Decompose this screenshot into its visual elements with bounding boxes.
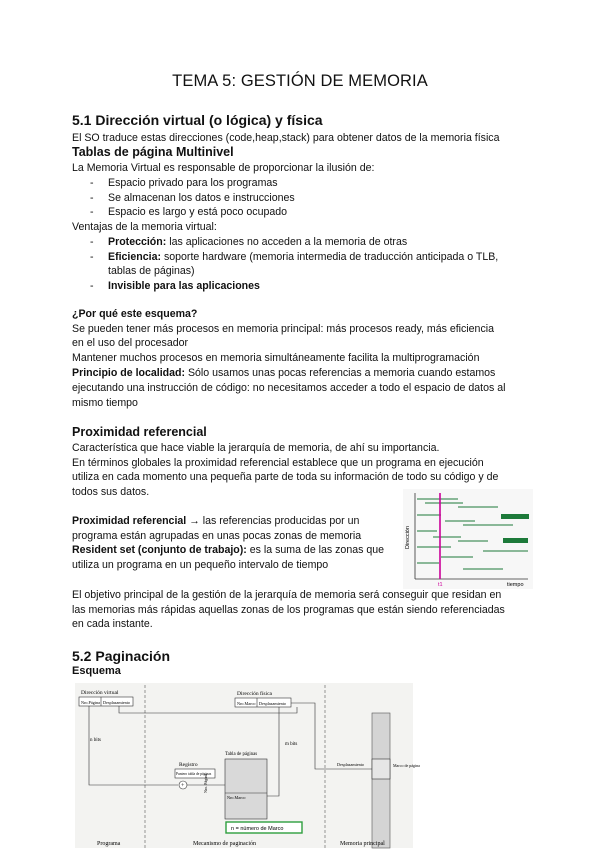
goal-line2: las memorias más rápidas aquellas zonas de los programas que están siendo referenciadas [72,604,505,616]
page-title: TEMA 5: GESTIÓN DE MEMORIA [172,72,428,90]
working-set-block [503,538,528,543]
intro-text: El SO traduce estas direcciones (code,heap,stack) para obtener datos de la memoria física [72,132,500,144]
prox-p2-line1: En términos globales la proximidad referencial establece que un programa en ejecución [72,457,484,469]
register-label: Registro [179,762,198,768]
page-table [225,759,267,819]
chart-marker-label: t1 [438,582,443,588]
vaddr-offset: Desplazamiento [103,700,130,705]
scheme-subheading: Esquema [72,665,121,677]
why-p2: Mantener muchos procesos en memoria simultáneamente facilita la multiprogramación [72,352,480,364]
mv-intro: La Memoria Virtual es responsable de proporcionar la ilusión de: [72,162,375,174]
adv-text-cont: tablas de páginas) [108,265,195,278]
list-item: - Espacio es largo y está poco ocupado [72,205,512,220]
list-item [72,235,522,250]
pr-term: Proximidad referencial [72,515,187,527]
paddr-frame: Nro.Marco [237,701,256,706]
adv-text: las aplicaciones no acceden a la memoria de otras [166,236,408,248]
paging-diagram [75,683,420,848]
page-frame [372,759,390,779]
working-set-block [501,514,529,519]
rs-line2: utiliza un programa en un pequeño intervalo de tiempo [72,559,329,571]
locality-chart [403,489,533,589]
pr-line1 [72,514,359,529]
paddr-offset: Desplazamiento [259,701,286,706]
list-item [72,250,522,279]
locality-term: Principio de localidad: [72,367,186,379]
register-value: Puntero tabla de páginas [176,772,212,776]
adv-term: Eficiencia: [108,250,161,263]
why-heading: ¿Por qué este esquema? [72,308,198,320]
table-page-no: Nro. Página [203,773,208,793]
illusion-list [72,176,512,220]
locality-text: Sólo usamos unas pocas referencias a memoria cuando estamos [185,367,496,379]
chart-xlabel: tiempo [507,582,524,588]
locality-line2: ejecutando una instrucción de código: no necesitamos acceder a todo el espacio de datos al [72,382,506,394]
advantages-intro: Ventajas de la memoria virtual: [72,221,217,233]
adder-plus: + [181,783,185,789]
pr-line2: programa están agrupadas en unas pocas zonas de memoria [72,530,362,542]
advantages-list [72,235,522,293]
rs-line1 [72,543,384,558]
table-entry-frame: Nro.Marco [227,795,246,800]
offset-arrow-label: Desplazamiento [337,762,364,767]
prox-p2-line2: utiliza en cada momento una pequeña parte de toda su información de todo su código y de [72,471,499,483]
rs-term: Resident set (conjunto de trabajo): [72,544,247,556]
adv-term: Protección: [108,236,167,248]
chart-ylabel: Dirección [405,526,411,549]
column-program: Programa [97,841,121,847]
paging-diagram-svg [75,683,420,848]
locality-line3: mismo tiempo [72,397,138,409]
proximity-heading: Proximidad referencial [72,425,207,439]
column-main-memory: Memoria principal [340,841,385,847]
list-item: - Espacio privado para los programas [72,176,512,191]
table-label: Tabla de páginas [225,752,258,757]
n-bits-left: n bits [90,738,101,743]
m-bits: m bits [285,742,298,747]
locality-line1 [72,366,495,381]
prox-p1: Característica que hace viable la jerarquía de memoria, de ahí su importancia. [72,442,440,454]
why-p1-line1: Se pueden tener más procesos en memoria principal: más procesos ready, más eficiencia [72,323,494,335]
section-5-1-heading: 5.1 Dirección virtual (o lógica) y física [72,112,323,128]
frame-number-annotation: n = número de Marco [231,826,284,832]
paddr-label: Dirección física [237,691,272,697]
pr-text: → las referencias producidas por un [186,515,360,527]
locality-figure [403,489,533,589]
list-item [72,279,522,294]
main-memory-column [372,713,390,848]
rs-text: es la suma de las zonas que [246,544,385,556]
adv-text: soporte hardware (memoria intermedia de traducción anticipada o TLB, [161,250,499,263]
vaddr-page: Nro.Página [81,700,100,705]
why-p1-line2: en el uso del procesador [72,337,189,349]
tables-heading: Tablas de página Multinivel [72,145,234,159]
frame-label: Marco de página [393,763,420,768]
prox-p2-line3: todos sus datos. [72,486,150,498]
goal-line1: El objetivo principal de la gestión de la jerarquía de memoria será conseguir que residan en [72,589,502,601]
column-mechanism: Mecanismo de paginación [193,841,256,847]
section-5-2-heading: 5.2 Paginación [72,648,171,664]
vaddr-label: Dirección virtual [81,690,119,696]
adv-term: Invisible para las aplicaciones [108,279,260,292]
list-item: - Se almacenan los datos e instrucciones [72,191,512,206]
goal-line3: en cada instante. [72,618,153,630]
